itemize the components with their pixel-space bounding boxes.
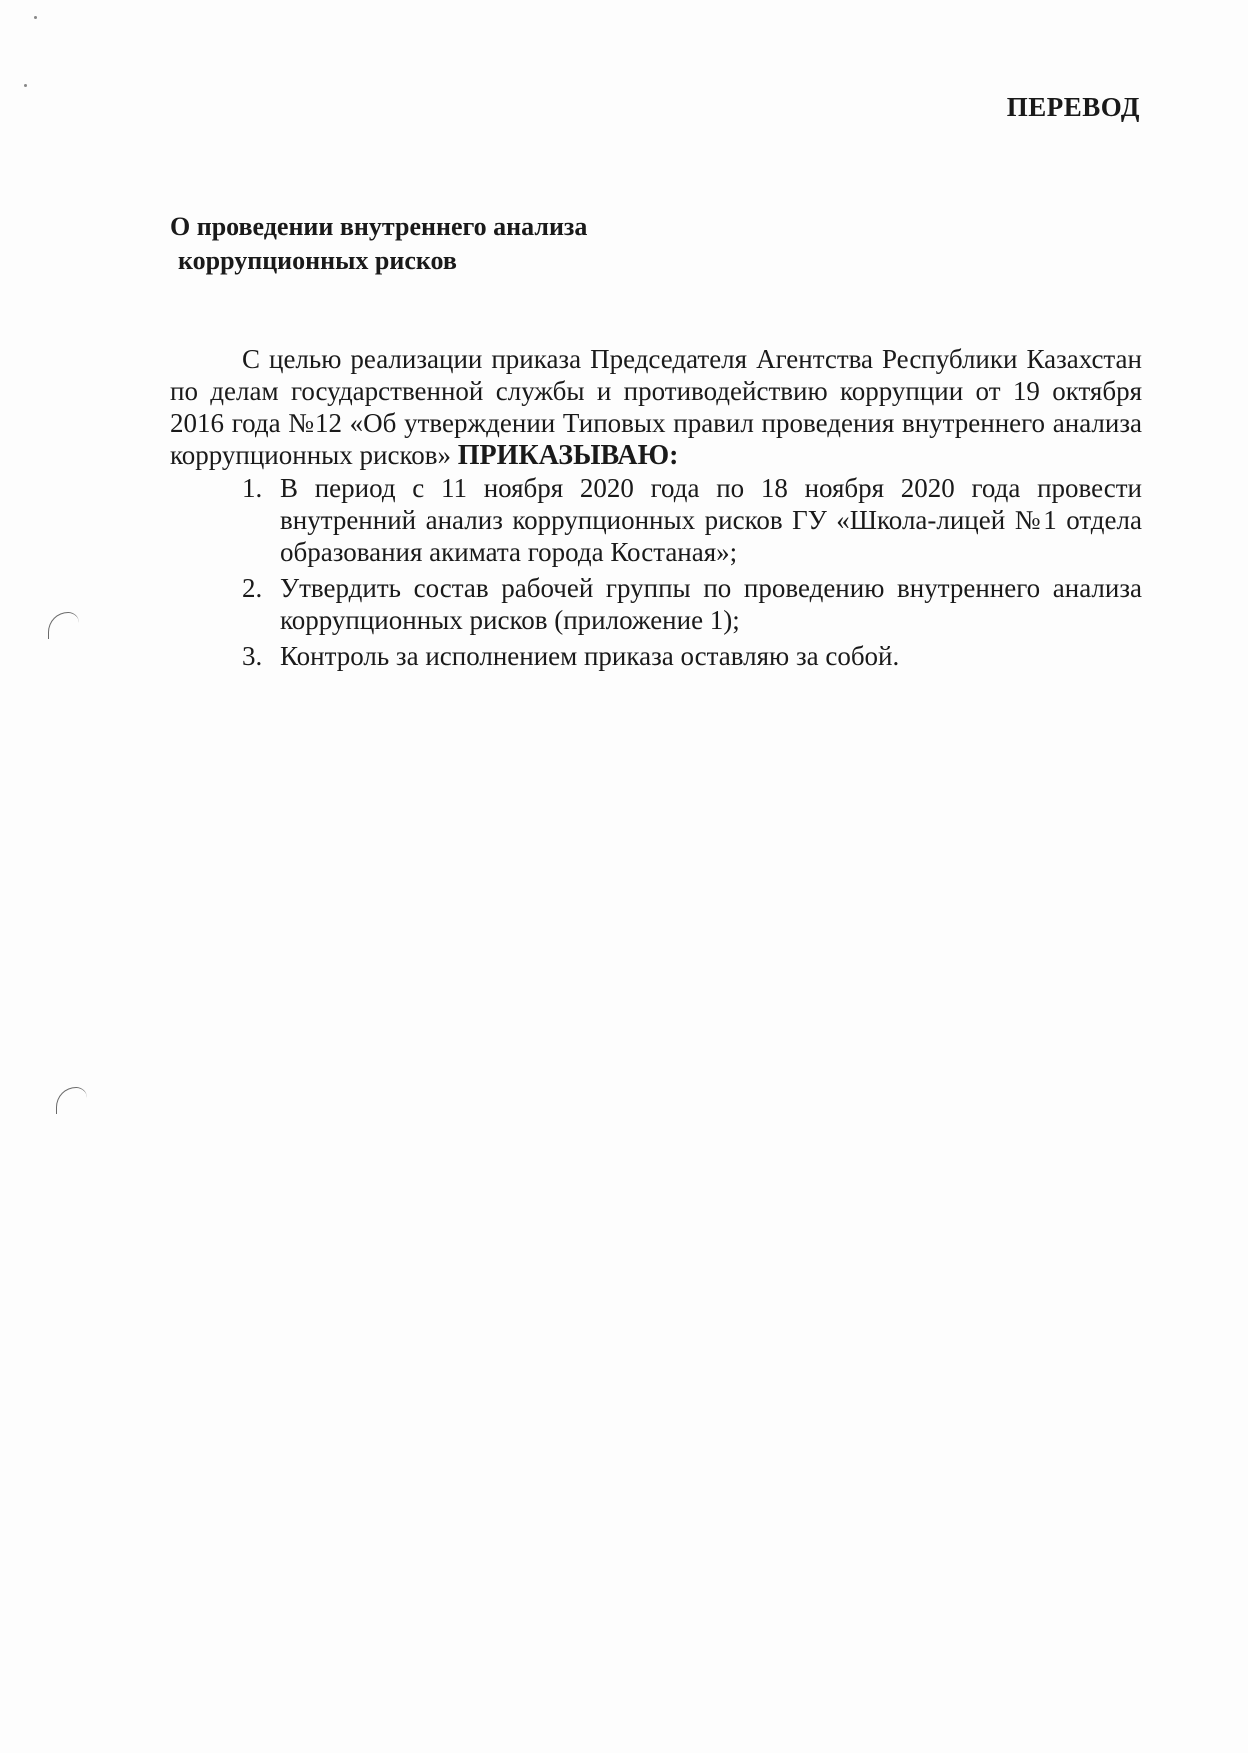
- punch-hole-mark: [56, 1087, 87, 1114]
- list-item-number: 3.: [242, 641, 263, 671]
- translation-label: ПЕРЕВОД: [1006, 92, 1140, 122]
- list-item-number: 1.: [242, 473, 263, 503]
- intro-text: С целью реализации приказа Председателя Агентства Республики Казахстан по делам государственной службы и противодействию коррупции от 19 октября 2016 года №12 «Об утверждении Типовых правил проведения внутреннего анализа коррупционных рисков»: [170, 344, 1142, 470]
- intro-paragraph: [170, 343, 1142, 472]
- document-title-line-2: коррупционных рисков: [178, 246, 457, 275]
- list-item: [170, 640, 1142, 672]
- document-title: [170, 210, 587, 278]
- scan-artifact-dot: [24, 84, 27, 87]
- order-word: ПРИКАЗЫВАЮ:: [457, 440, 679, 471]
- list-item-text: В период с 11 ноября 2020 года по 18 ноября 2020 года провести внутренний анализ коррупционных рисков ГУ «Школа-лицей №1 отдела образования акимата города Костаная»;: [280, 473, 1142, 567]
- list-item-text: Контроль за исполнением приказа оставляю за собой.: [280, 641, 900, 671]
- list-item: [170, 572, 1142, 636]
- punch-hole-mark: [48, 612, 79, 639]
- scan-artifact-dot: [34, 16, 37, 19]
- document-body: [170, 343, 1142, 676]
- list-item: [170, 472, 1142, 568]
- document-title-line-1: О проведении внутреннего анализа: [170, 212, 588, 241]
- list-item-text: Утвердить состав рабочей группы по проведению внутреннего анализа коррупционных рисков (приложение 1);: [280, 573, 1142, 635]
- list-item-number: 2.: [242, 573, 263, 603]
- order-items-list: [170, 472, 1142, 672]
